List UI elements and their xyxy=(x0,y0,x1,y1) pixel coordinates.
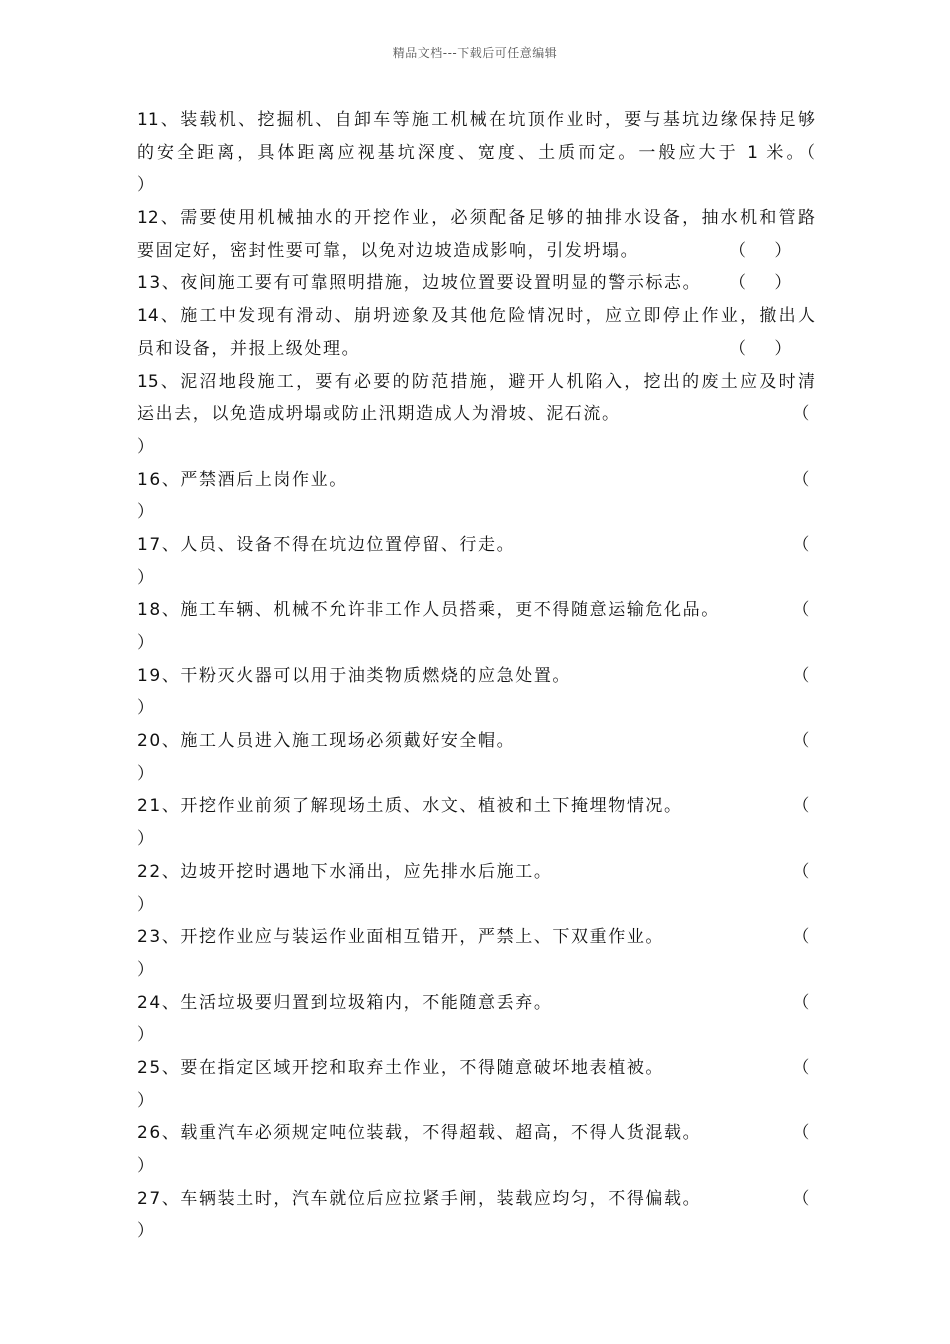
page-header: 精品文档---下载后可任意编辑 xyxy=(392,46,558,60)
question-16-text: 16、严禁酒后上岗作业。 xyxy=(137,469,348,490)
question-27-paren-open[interactable]: （ xyxy=(792,1188,811,1209)
question-18-row xyxy=(137,594,815,627)
question-13-row xyxy=(137,267,815,300)
question-17-row xyxy=(137,529,815,562)
question-17-text: 17、人员、设备不得在坑边位置停留、行走。 xyxy=(137,534,516,555)
question-16-paren-close: ） xyxy=(137,502,156,523)
question-19-paren-close: ） xyxy=(137,698,156,719)
question-12-line-2-row xyxy=(137,235,815,268)
question-23-text: 23、开挖作业应与装运作业面相互错开，严禁上、下双重作业。 xyxy=(137,927,665,948)
question-17-paren-open[interactable]: （ xyxy=(792,534,811,555)
question-21-paren-open[interactable]: （ xyxy=(792,796,811,817)
question-27-text: 27、车辆装土时，汽车就位后应拉紧手闸，装载应均匀，不得偏载。 xyxy=(137,1188,702,1209)
question-21-text: 21、开挖作业前须了解现场土质、水文、植被和土下掩埋物情况。 xyxy=(137,796,683,817)
question-12-line-2: 要固定好，密封性要可靠，以免对边坡造成影响，引发坍塌。 xyxy=(137,240,640,261)
question-27-paren-close: ） xyxy=(137,1221,156,1242)
question-25-text: 25、要在指定区域开挖和取弃土作业，不得随意破坏地表植被。 xyxy=(137,1057,665,1078)
question-26-paren-open[interactable]: （ xyxy=(792,1123,811,1144)
question-12-paren-open: （ xyxy=(729,240,748,261)
question-14-answer-blank[interactable] xyxy=(729,333,793,366)
question-12-answer-blank[interactable] xyxy=(729,235,793,268)
question-19-row xyxy=(137,660,815,693)
question-22-row xyxy=(137,856,815,889)
question-list xyxy=(137,104,815,1248)
question-12-line-1: 12、需要使用机械抽水的开挖作业，必须配备足够的抽排水设备，抽水机和管路 xyxy=(137,208,815,229)
question-11-line-2: 的安全距离，具体距离应视基坑深度、宽度、土质而定。一般应大于 1 米。（ xyxy=(137,142,815,163)
question-24-paren-open[interactable]: （ xyxy=(792,992,811,1013)
question-22-paren-close: ） xyxy=(137,894,156,915)
question-14-line-2: 员和设备，并报上级处理。 xyxy=(137,338,361,359)
question-23-paren-open[interactable]: （ xyxy=(792,927,811,948)
question-25-paren-open[interactable]: （ xyxy=(792,1057,811,1078)
question-15-line-2-row xyxy=(137,398,815,431)
question-14-line-1: 14、施工中发现有滑动、崩坍迹象及其他危险情况时，应立即停止作业，撤出人 xyxy=(137,306,815,327)
question-22-text: 22、边坡开挖时遇地下水涌出，应先排水后施工。 xyxy=(137,861,553,882)
question-11-line-1: 11、装载机、挖掘机、自卸车等施工机械在坑顶作业时，要与基坑边缘保持足够 xyxy=(137,110,815,130)
question-16-row xyxy=(137,464,815,497)
question-20-text: 20、施工人员进入施工现场必须戴好安全帽。 xyxy=(137,731,516,752)
question-11-answer-close: ） xyxy=(137,175,156,196)
question-24-paren-close: ） xyxy=(137,1025,156,1046)
question-20-row xyxy=(137,725,815,758)
question-14-line-2-row xyxy=(137,333,815,366)
question-24-text: 24、生活垃圾要归置到垃圾箱内，不能随意丢弃。 xyxy=(137,992,553,1013)
question-19-paren-open[interactable]: （ xyxy=(792,665,811,686)
question-15-line-2: 运出去，以免造成坍塌或防止汛期造成人为滑坡、泥石流。 xyxy=(137,404,621,425)
question-23-row xyxy=(137,921,815,954)
question-18-paren-open[interactable]: （ xyxy=(792,600,811,621)
question-15-paren-open[interactable]: （ xyxy=(792,404,811,425)
question-13-answer-blank[interactable] xyxy=(729,267,793,300)
question-14-paren-close: ） xyxy=(774,338,793,359)
question-19-text: 19、干粉灭火器可以用于油类物质燃烧的应急处置。 xyxy=(137,665,572,686)
question-13-text: 13、夜间施工要有可靠照明措施，边坡位置要设置明显的警示标志。 xyxy=(137,273,702,294)
question-26-text: 26、载重汽车必须规定吨位装载，不得超载、超高，不得人货混载。 xyxy=(137,1123,702,1144)
question-21-row xyxy=(137,790,815,823)
question-27-row xyxy=(137,1183,815,1216)
question-26-paren-close: ） xyxy=(137,1156,156,1176)
question-15-paren-close: ） xyxy=(137,436,156,457)
question-12-paren-close: ） xyxy=(774,240,793,261)
question-25-paren-close: ） xyxy=(137,1090,156,1111)
question-13-paren-close: ） xyxy=(774,273,793,294)
question-13-paren-open: （ xyxy=(729,273,748,294)
question-15-line-1: 15、泥沼地段施工，要有必要的防范措施，避开人机陷入，挖出的废土应及时清 xyxy=(137,371,815,392)
question-18-text: 18、施工车辆、机械不允许非工作人员搭乘，更不得随意运输危化品。 xyxy=(137,600,720,621)
question-24-row xyxy=(137,987,815,1020)
question-21-paren-close: ） xyxy=(137,829,156,850)
question-26-row xyxy=(137,1117,815,1150)
question-18-paren-close: ） xyxy=(137,633,156,653)
question-14-paren-open: （ xyxy=(729,338,748,359)
question-17-paren-close: ） xyxy=(137,567,156,588)
question-20-paren-close: ） xyxy=(137,763,156,784)
question-20-paren-open[interactable]: （ xyxy=(792,731,811,752)
question-25-row xyxy=(137,1052,815,1085)
question-22-paren-open[interactable]: （ xyxy=(792,861,811,882)
question-16-paren-open[interactable]: （ xyxy=(792,469,811,490)
question-23-paren-close: ） xyxy=(137,959,156,980)
